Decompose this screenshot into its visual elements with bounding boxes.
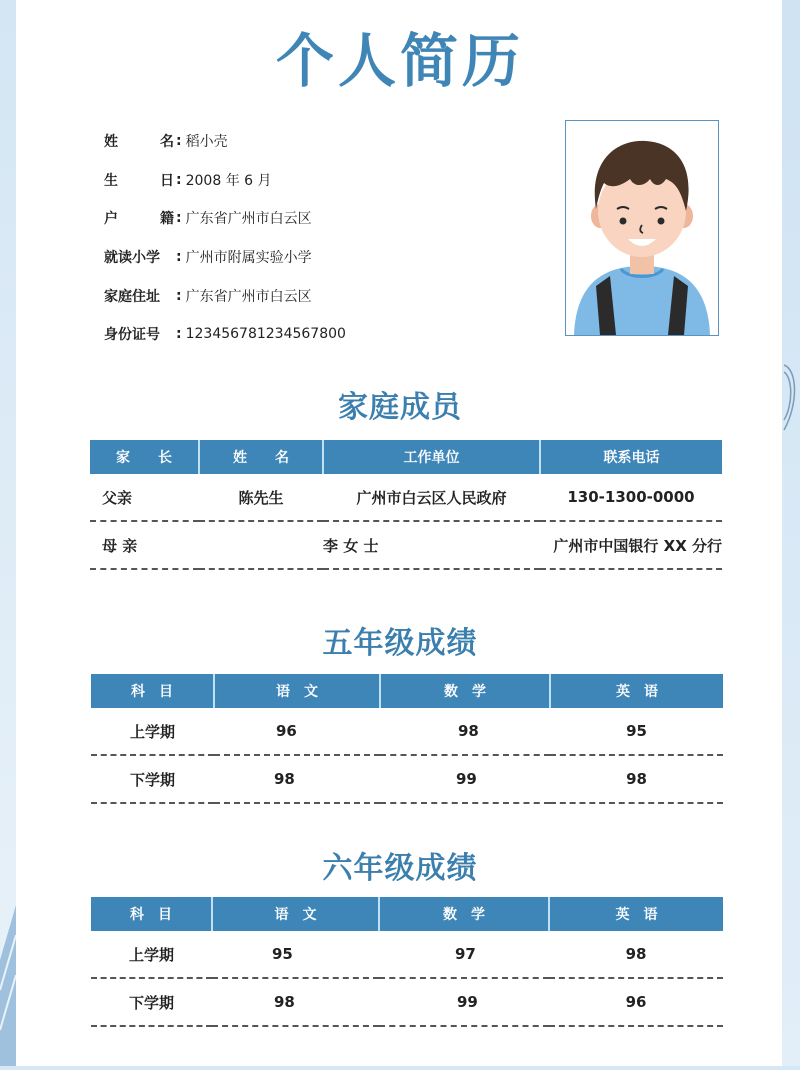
table-header-row bbox=[91, 674, 723, 708]
header-work-unit: 工作单位 bbox=[323, 440, 540, 474]
table-row bbox=[90, 474, 722, 521]
cell: 广州市白云区人民政府 bbox=[323, 474, 540, 521]
info-label: 户 bbox=[104, 211, 118, 228]
table-row bbox=[91, 708, 723, 755]
header-chinese: 语 文 bbox=[212, 897, 379, 931]
table-header-row bbox=[90, 440, 722, 474]
info-row-name bbox=[104, 122, 346, 161]
info-label: 身份证号 bbox=[104, 327, 160, 344]
info-row-id bbox=[104, 315, 346, 354]
colon: : bbox=[176, 287, 182, 304]
info-label: 姓 bbox=[104, 134, 118, 151]
colon: : bbox=[176, 326, 182, 343]
cell: 96 bbox=[214, 708, 380, 755]
info-value: 广州市附属实验小学 bbox=[185, 250, 312, 267]
cell: 98 bbox=[549, 931, 723, 978]
header-parent: 家 长 bbox=[90, 440, 199, 474]
cell: 98 bbox=[212, 978, 379, 1026]
info-value: 123456781234567800 bbox=[185, 326, 346, 343]
info-label: 家庭住址 bbox=[104, 288, 160, 305]
cell: 上学期 bbox=[91, 708, 214, 755]
cell: 下学期 bbox=[91, 978, 212, 1026]
family-section-title: 家庭成员 bbox=[338, 390, 462, 425]
personal-info bbox=[104, 122, 346, 354]
left-decoration bbox=[0, 0, 16, 1066]
header-math: 数 学 bbox=[380, 674, 550, 708]
info-label: 日 bbox=[160, 172, 174, 189]
colon: : bbox=[176, 133, 182, 150]
colon: : bbox=[176, 171, 182, 188]
table-row bbox=[90, 521, 722, 569]
cell: 97 bbox=[379, 931, 549, 978]
header-phone: 联系电话 bbox=[540, 440, 722, 474]
grade6-section-title: 六年级成绩 bbox=[322, 851, 478, 886]
cell: 96 bbox=[549, 978, 723, 1026]
colon: : bbox=[176, 210, 182, 227]
table-row bbox=[91, 931, 723, 978]
stripe-decoration-icon bbox=[0, 0, 16, 1066]
info-row-address bbox=[104, 276, 346, 315]
info-value: 广东省广州市白云区 bbox=[185, 288, 312, 305]
cell: 陈先生 bbox=[199, 474, 323, 521]
header-name: 姓 名 bbox=[199, 440, 323, 474]
cell: 父亲 bbox=[90, 474, 199, 521]
family-table bbox=[90, 440, 722, 570]
cell: 上学期 bbox=[91, 931, 212, 978]
table-row bbox=[91, 755, 723, 803]
info-row-school bbox=[104, 238, 346, 277]
right-decoration bbox=[782, 0, 800, 1066]
grade6-table bbox=[91, 897, 723, 1027]
cell: 下学期 bbox=[91, 755, 214, 803]
grade5-table bbox=[91, 674, 723, 804]
cell: 李 女 士 bbox=[323, 521, 540, 569]
cell: 母 亲 bbox=[90, 521, 199, 569]
cartoon-boy-avatar-icon bbox=[566, 121, 718, 335]
header-subject: 科 目 bbox=[91, 674, 214, 708]
profile-photo bbox=[565, 120, 719, 336]
cell: 95 bbox=[212, 931, 379, 978]
table-row bbox=[91, 978, 723, 1026]
header-english: 英 语 bbox=[549, 897, 723, 931]
info-label: 名 bbox=[160, 134, 174, 151]
curl-decoration-icon bbox=[782, 0, 800, 1066]
cell: 99 bbox=[379, 978, 549, 1026]
cell: 98 bbox=[214, 755, 380, 803]
info-row-birthday bbox=[104, 161, 346, 200]
header-subject: 科 目 bbox=[91, 897, 212, 931]
grade5-section-title: 五年级成绩 bbox=[322, 626, 478, 661]
header-math: 数 学 bbox=[379, 897, 549, 931]
cell: 95 bbox=[550, 708, 723, 755]
cell bbox=[199, 521, 323, 569]
colon: : bbox=[176, 249, 182, 266]
info-value: 2008 年 6 月 bbox=[185, 172, 272, 189]
header-english: 英 语 bbox=[550, 674, 723, 708]
info-row-household bbox=[104, 199, 346, 238]
info-value: 广东省广州市白云区 bbox=[185, 211, 312, 228]
table-header-row bbox=[91, 897, 723, 931]
cell: 98 bbox=[550, 755, 723, 803]
header-chinese: 语 文 bbox=[214, 674, 380, 708]
cell: 99 bbox=[380, 755, 550, 803]
page-title: 个人简历 bbox=[275, 27, 524, 95]
cell: 130-1300-0000 bbox=[540, 474, 722, 521]
info-label: 生 bbox=[104, 172, 118, 189]
info-label: 籍 bbox=[160, 211, 174, 228]
cell: 98 bbox=[380, 708, 550, 755]
cell: 广州市中国银行 XX 分行 bbox=[540, 521, 722, 569]
info-label: 就读小学 bbox=[104, 250, 160, 267]
info-value: 稻小壳 bbox=[185, 134, 228, 151]
